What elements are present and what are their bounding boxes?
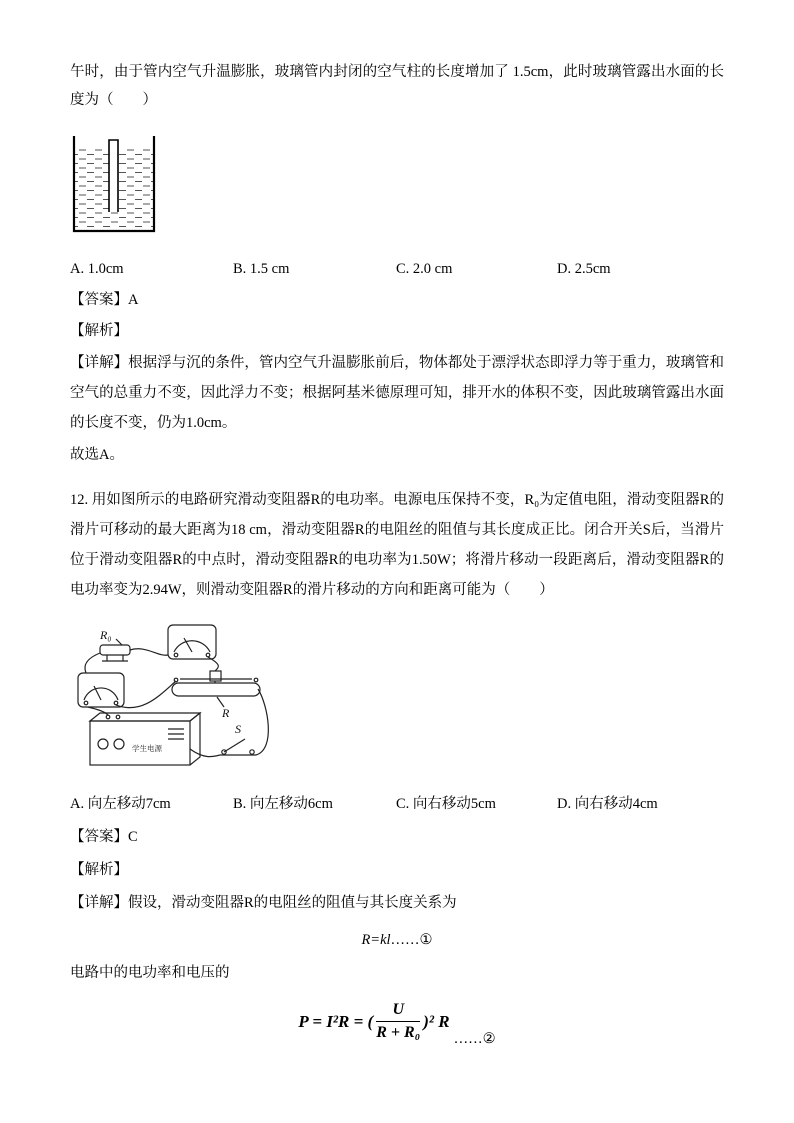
beaker-diagram — [70, 134, 158, 236]
q12-option-b: B. 向左移动6cm — [233, 796, 333, 812]
q12-detail: 【详解】假设，滑动变阻器R的电阻丝的阻值与其长度关系为 — [70, 895, 457, 911]
label-s: S — [235, 722, 241, 736]
q11-option-a: A. 1.0cm — [70, 261, 124, 277]
formula2-fraction — [376, 1001, 420, 1042]
q11-answer: 【答案】A — [70, 292, 139, 308]
q11-option-b: B. 1.5 cm — [233, 261, 290, 277]
formula2-tail: ……② — [453, 1031, 496, 1047]
circuit-diagram — [72, 617, 310, 777]
q11-stem: 午时，由于管内空气升温膨胀，玻璃管内封闭的空气柱的长度增加了 1.5cm，此时玻璃管露出水面的长度为（ ） — [70, 64, 724, 108]
q11-options — [70, 255, 724, 283]
label-r: R — [222, 706, 230, 720]
q12-stem: 12. 用如图所示的电路研究滑动变阻器R的电功率。电源电压保持不变，R₀为定值电阻，滑动变阻器R的滑片可移动的最大距离为18 cm，滑动变阻器R的电阻丝的阻值与其长度成正比。闭合开关S后，当滑片位于滑动变阻器R的中点时，滑动变阻器R的电功率为1.50W；将滑片移动一段距离后，滑动变阻器R的电功率变为2.94W，则滑动变阻器R的滑片移动的方向和距离可能为（ ） — [70, 492, 724, 598]
q12-formula-2 — [70, 1001, 724, 1047]
formula2-rhs: )² R — [423, 1011, 450, 1031]
q12-option-d: D. 向右移动4cm — [557, 796, 658, 812]
label-supply: 学生电源 — [132, 744, 162, 753]
q11-analysis: 【解析】 — [70, 323, 128, 339]
q12-options — [70, 790, 724, 818]
q12-formula-1 — [70, 927, 724, 953]
q11-conclusion: 故选A。 — [70, 447, 124, 463]
q11-figure-beaker — [70, 134, 724, 241]
formula2-numerator: U — [376, 1001, 420, 1022]
q11-option-c: C. 2.0 cm — [396, 261, 453, 277]
tube-interior — [109, 140, 118, 212]
q12-figure-circuit — [72, 617, 724, 782]
formula2-denominator: R + R₀ — [376, 1024, 421, 1041]
q11-option-d: D. 2.5cm — [557, 261, 611, 277]
q12-option-c: C. 向右移动5cm — [396, 796, 496, 812]
q12-analysis: 【解析】 — [70, 862, 128, 878]
q12-option-a: A. 向左移动7cm — [70, 796, 171, 812]
label-r0: R₀ — [100, 628, 112, 642]
q12-answer: 【答案】C — [70, 829, 138, 845]
q11-detail: 【详解】根据浮与沉的条件，管内空气升温膨胀前后，物体都处于漂浮状态即浮力等于重力，玻璃管和空气的总重力不变，因此浮力不变；根据阿基米德原理可知，排开水的体积不变，因此玻璃管露出水面的长度不变，仍为1.0cm。 — [70, 355, 724, 431]
formula1-expression: R=kl — [361, 932, 391, 948]
q12-mid-text: 电路中的电功率和电压的 — [70, 965, 230, 981]
formula1-tail: ……① — [390, 932, 433, 948]
formula2-lhs: P = I²R = ( — [298, 1011, 374, 1031]
